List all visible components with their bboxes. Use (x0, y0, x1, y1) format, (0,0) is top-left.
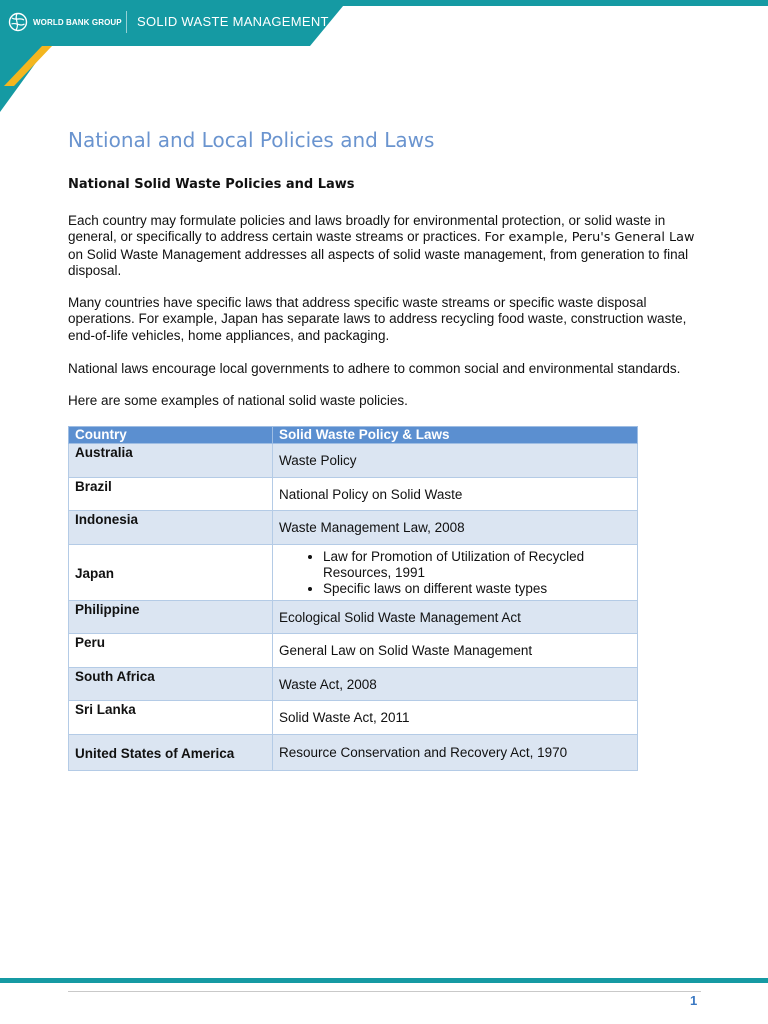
table-row (69, 601, 638, 634)
law-list (279, 549, 631, 597)
paragraph-examples-intro: Here are some examples of national solid waste policies. (68, 393, 408, 408)
table-header-row (69, 427, 638, 444)
law-cell: Ecological Solid Waste Management Act (273, 601, 638, 634)
header-divider (126, 11, 127, 33)
table-row (69, 668, 638, 701)
table-row (69, 701, 638, 735)
table-row (69, 634, 638, 668)
country-cell: Sri Lanka (69, 701, 273, 735)
law-cell: Waste Management Law, 2008 (273, 511, 638, 545)
header-section-title: SOLID WASTE MANAGEMENT (137, 14, 329, 29)
table-row (69, 735, 638, 771)
country-cell: Philippine (69, 601, 273, 634)
footer-bar (0, 978, 768, 983)
policy-table (68, 426, 638, 771)
globe-icon (8, 12, 28, 32)
country-cell: Indonesia (69, 511, 273, 545)
column-header-country: Country (69, 427, 273, 444)
paragraph-local-governments: National laws encourage local governments to adhere to common social and environmental standards. (68, 361, 681, 376)
column-header-policy: Solid Waste Policy & Laws (273, 427, 638, 444)
paragraph-intro-a: Each country may formulate policies and laws broadly for environmental protection, or solid waste in general, or specifically to address certain waste streams or practices. (68, 213, 666, 245)
world-bank-logo (8, 12, 122, 32)
paragraph-intro (68, 213, 708, 279)
law-cell: Waste Policy (273, 444, 638, 478)
page-number: 1 (690, 993, 698, 1008)
law-cell (273, 545, 638, 601)
country-cell: Brazil (69, 478, 273, 511)
paragraph-intro-c: on Solid Waste Management addresses all aspects of solid waste management, from generation to final disposal. (68, 246, 689, 278)
table-row (69, 444, 638, 478)
law-cell: Resource Conservation and Recovery Act, 1970 (273, 735, 638, 771)
country-cell: Japan (69, 545, 273, 601)
law-cell: General Law on Solid Waste Management (273, 634, 638, 668)
section-heading: National Solid Waste Policies and Laws (68, 177, 355, 192)
law-list-item: • Law for Promotion of Utilization of Recycled Resources, 1991 (323, 549, 631, 581)
peru-example-text: For example, Peru's General Law (484, 230, 695, 246)
country-cell: South Africa (69, 668, 273, 701)
country-cell: Peru (69, 634, 273, 668)
law-cell: Solid Waste Act, 2011 (273, 701, 638, 735)
page-title: National and Local Policies and Laws (68, 128, 435, 152)
law-cell: Waste Act, 2008 (273, 668, 638, 701)
org-name: WORLD BANK GROUP (33, 17, 122, 27)
paragraph-specific-laws: Many countries have specific laws that address specific waste streams or specific waste disposal operations. For example, Japan has separate laws to address recycling food waste, construction waste, end-of-life vehicles, home appliances, and packaging. (68, 295, 687, 343)
law-cell: National Policy on Solid Waste (273, 478, 638, 511)
law-list-item: • Specific laws on different waste types (323, 581, 631, 597)
footer-rule (68, 991, 701, 992)
country-cell: Australia (69, 444, 273, 478)
table-row (69, 511, 638, 545)
country-cell: United States of America (69, 735, 273, 771)
table-row (69, 545, 638, 601)
table-row (69, 478, 638, 511)
